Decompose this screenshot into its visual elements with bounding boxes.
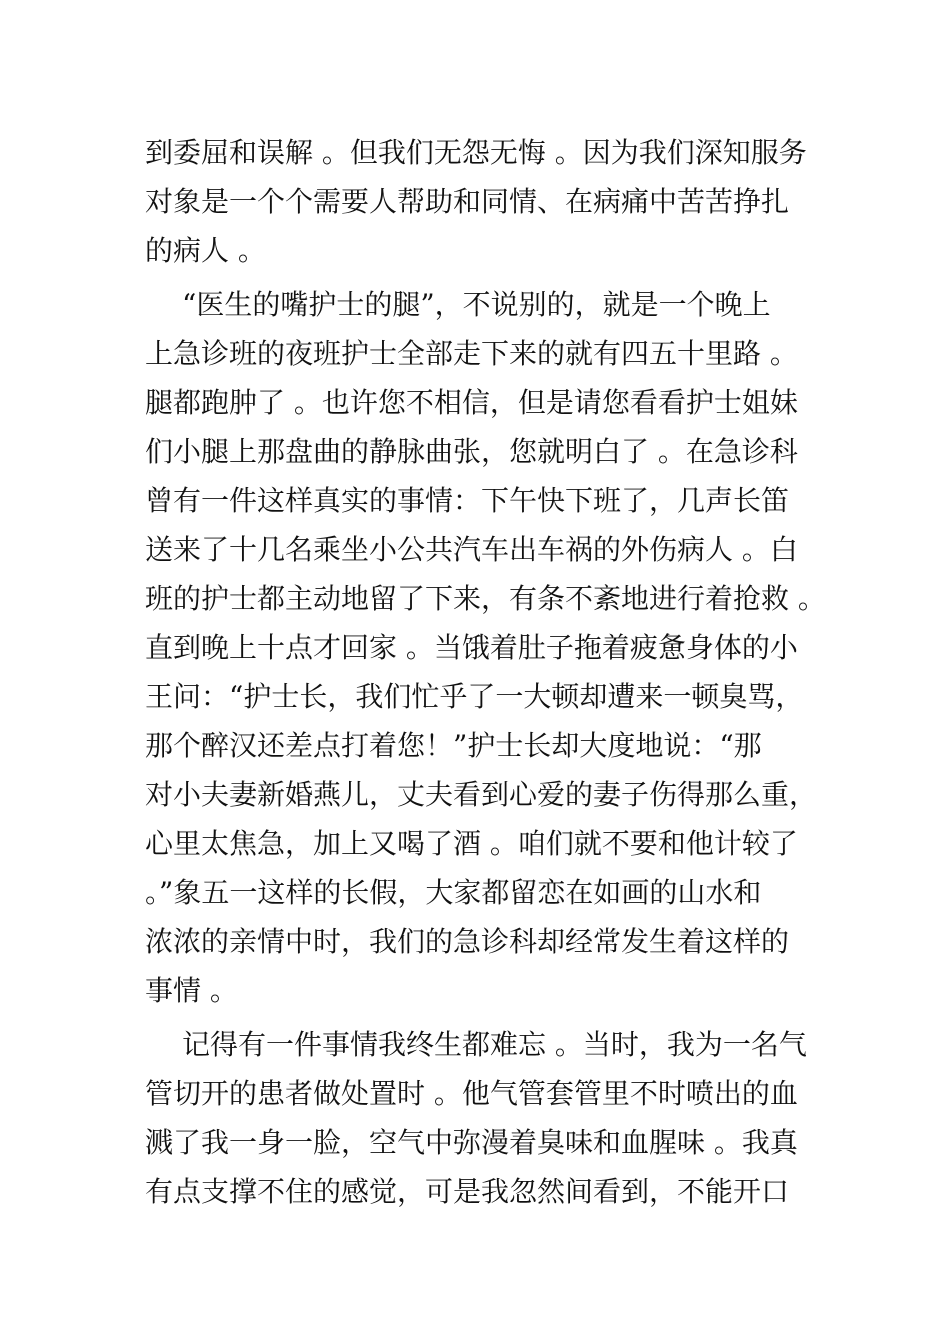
- text-line: 上急诊班的夜班护士全部走下来的就有四五十里路 。: [145, 337, 798, 370]
- text-line: 送来了十几名乘坐小公共汽车出车祸的外伤病人 。白: [145, 533, 798, 566]
- text-line: 腿都跑肿了 。也许您不相信，但是请您看看护士姐妹: [145, 386, 798, 419]
- text-line: 王问：“护士长，我们忙乎了一大顿却遭来一顿臭骂，: [145, 680, 804, 713]
- text-line: 班的护士都主动地留了下来，有条不紊地进行着抢救 。: [145, 582, 826, 615]
- text-line: 溅了我一身一脸，空气中弥漫着臭味和血腥味 。我真: [145, 1126, 798, 1159]
- paragraph-3: [145, 1020, 815, 1216]
- text-line: 直到晚上十点才回家 。当饿着肚子拖着疲惫身体的小: [145, 631, 798, 664]
- text-line: 的病人 。: [145, 234, 266, 267]
- paragraph-1: [145, 128, 815, 275]
- body-text: [145, 128, 826, 1216]
- text-line: 有点支撑不住的感觉，可是我忽然间看到，不能开口: [145, 1175, 790, 1208]
- text-line: 对象是一个个需要人帮助和同情、在病痛中苦苦挣扎: [145, 185, 790, 218]
- text-line: 那个醉汉还差点打着您！”护士长却大度地说：“那: [145, 729, 762, 762]
- text-line: 对小夫妻新婚燕儿，丈夫看到心爱的妻子伤得那么重，: [145, 778, 818, 811]
- text-line: 心里太焦急，加上又喝了酒 。咱们就不要和他计较了: [145, 827, 798, 860]
- text-line: 们小腿上那盘曲的静脉曲张，您就明白了 。在急诊科: [145, 435, 798, 468]
- text-line: 浓浓的亲情中时，我们的急诊科却经常发生着这样的: [145, 925, 790, 958]
- text-line: 到委屈和误解 。但我们无怨无悔 。因为我们深知服务: [145, 136, 807, 169]
- paragraph-2: [145, 280, 826, 1015]
- text-line: “医生的嘴护士的腿”，不说别的，就是一个晚上: [182, 288, 771, 321]
- text-line: 事情 。: [145, 974, 238, 1007]
- text-line: 。”象五一这样的长假，大家都留恋在如画的山水和: [145, 876, 762, 909]
- text-line: 记得有一件事情我终生都难忘 。当时，我为一名气: [182, 1028, 807, 1061]
- text-line: 曾有一件这样真实的事情：下午快下班了，几声长笛: [145, 484, 790, 517]
- text-line: 管切开的患者做处置时 。他气管套管里不时喷出的血: [145, 1077, 798, 1110]
